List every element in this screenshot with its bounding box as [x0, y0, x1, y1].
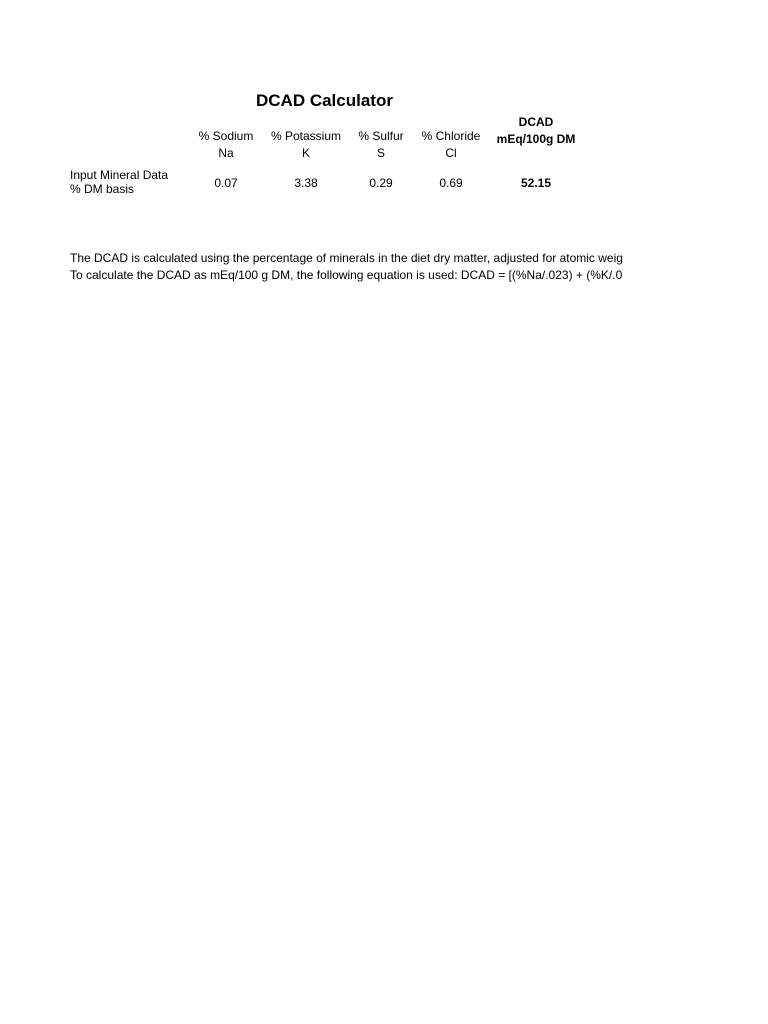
header-potassium-symbol: K	[301, 146, 310, 160]
sodium-value-cell[interactable]: 0.07	[214, 176, 238, 190]
notes-block	[70, 250, 648, 286]
input-row-label-line1: Input Mineral Data	[70, 168, 169, 182]
page-title: DCAD Calculator	[256, 91, 393, 110]
header-chloride-symbol: Cl	[445, 146, 457, 160]
header-potassium[interactable]	[266, 128, 346, 162]
header-sulfur-label: % Sulfur	[358, 129, 404, 143]
input-row-label-line2: % DM basis	[70, 182, 135, 196]
header-chloride[interactable]	[416, 128, 486, 162]
header-dcad-label: DCAD	[518, 115, 554, 129]
potassium-value-cell[interactable]: 3.38	[294, 176, 318, 190]
header-sodium[interactable]	[192, 128, 260, 162]
dcad-result-cell[interactable]: 52.15	[520, 176, 552, 190]
header-sodium-symbol: Na	[218, 146, 234, 160]
chloride-value-cell[interactable]: 0.69	[439, 176, 463, 190]
header-sulfur-symbol: S	[376, 146, 385, 160]
sulfur-value-cell[interactable]: 0.29	[369, 176, 393, 190]
header-potassium-label: % Potassium	[270, 129, 342, 143]
header-chloride-label: % Chloride	[421, 129, 481, 143]
header-dcad-unit: mEq/100g DM	[496, 132, 576, 146]
note-line-2[interactable]: To calculate the DCAD as mEq/100 g DM, the following equation is used: DCAD = [(%Na/.023) + (%K/.0	[70, 268, 623, 282]
note-line-1[interactable]: The DCAD is calculated using the percentage of minerals in the diet dry matter, adjusted for atomic weig	[70, 251, 623, 265]
input-row-label	[70, 168, 168, 196]
header-sodium-label: % Sodium	[198, 129, 254, 143]
header-sulfur[interactable]	[352, 128, 410, 162]
header-dcad[interactable]	[490, 114, 582, 148]
